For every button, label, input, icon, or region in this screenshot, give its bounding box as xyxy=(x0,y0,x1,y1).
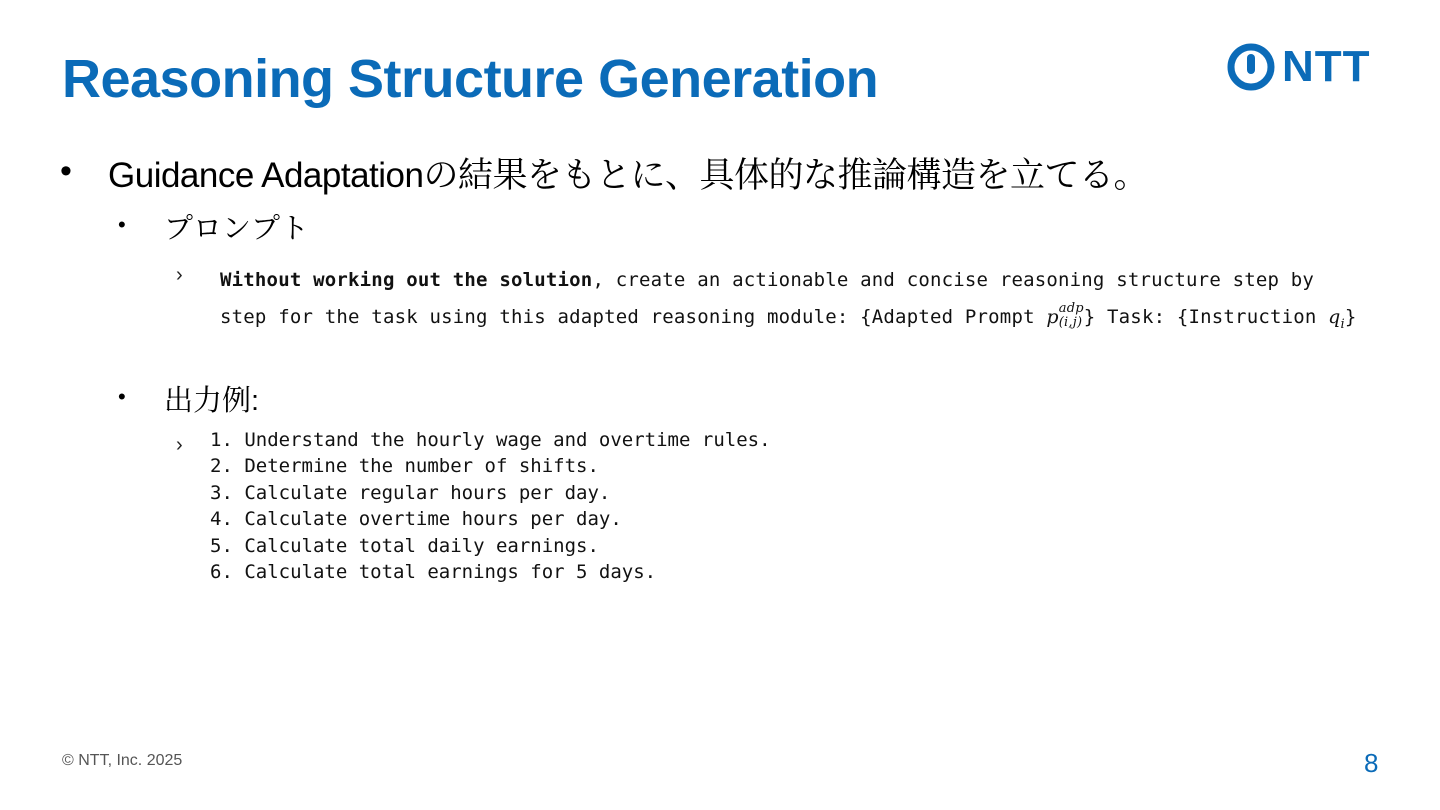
sub-bullet-prompt: プロンプト xyxy=(164,213,310,245)
list-item: 2. Determine the number of shifts. xyxy=(210,455,599,478)
sub-bullet-dot: • xyxy=(118,384,126,409)
arrow-bullet-icon: › xyxy=(176,264,183,286)
math-p-sup: adp xyxy=(1058,301,1084,316)
arrow-bullet-icon: › xyxy=(176,434,183,456)
list-item: 6. Calculate total earnings for 5 days. xyxy=(210,561,657,584)
list-item: 4. Calculate overtime hours per day. xyxy=(210,508,622,531)
steps-list xyxy=(210,427,771,585)
math-p-base: p xyxy=(1046,306,1059,328)
sub-bullet-output: 出力例: xyxy=(164,385,260,417)
math-p xyxy=(1046,301,1084,330)
ntt-logo xyxy=(1226,40,1371,94)
copyright-footer: © NTT, Inc. 2025 xyxy=(62,752,183,769)
ntt-logo-mark-icon xyxy=(1226,42,1276,92)
list-item: 5. Calculate total daily earnings. xyxy=(210,534,599,557)
prompt-text xyxy=(220,262,1360,343)
math-q xyxy=(1328,306,1345,332)
list-item: 3. Calculate regular hours per day. xyxy=(210,481,611,504)
math-p-sub: (i,j) xyxy=(1058,315,1083,330)
list-item: 1. Understand the hourly wage and overtime rules. xyxy=(210,429,771,451)
slide-title: Reasoning Structure Generation xyxy=(62,49,879,109)
math-q-base: q xyxy=(1328,306,1341,328)
prompt-part1: , create an actionable and concise reasoning structure step by step for the task using this adapted reasoning module: {Adapted Prompt xyxy=(220,269,1315,328)
prompt-part2: } Task: {Instruction xyxy=(1083,306,1329,328)
bullet-dot: • xyxy=(60,152,72,190)
prompt-part3: } xyxy=(1344,306,1357,328)
sub-bullet-dot: • xyxy=(118,212,126,237)
logo-text: NTT xyxy=(1282,42,1371,91)
prompt-bold: Without working out the solution xyxy=(220,269,593,291)
page-number: 8 xyxy=(1364,748,1379,778)
math-q-sub: i xyxy=(1340,316,1345,332)
bullet-main: Guidance Adaptationの結果をもとに、具体的な推論構造を立てる。 xyxy=(108,156,1148,195)
